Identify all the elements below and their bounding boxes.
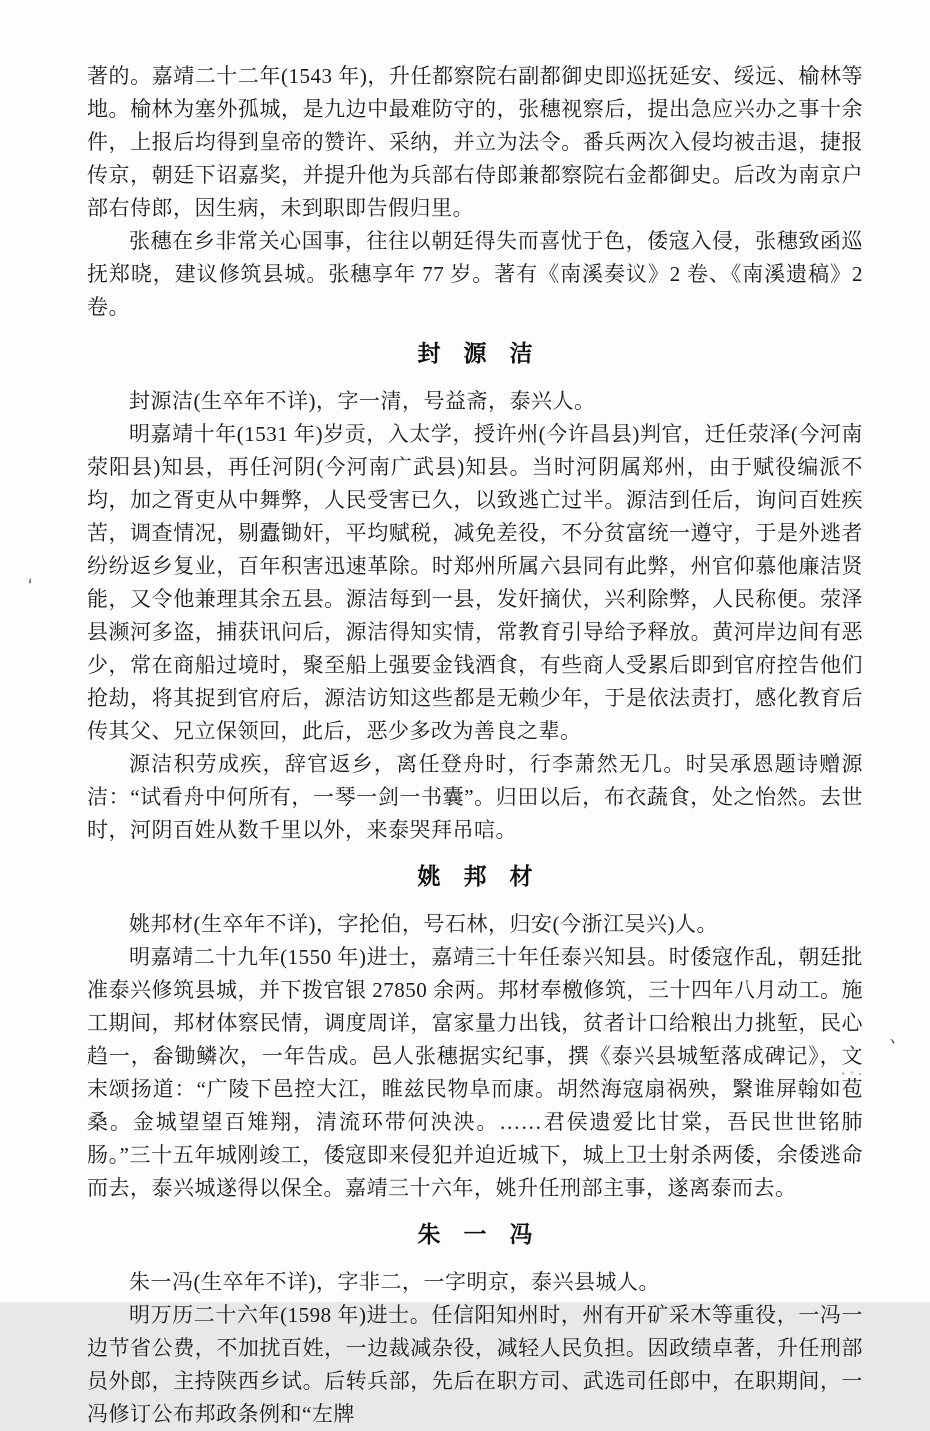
paragraph-yao-bangcai-intro: 姚邦材(生卒年不详)，字抡伯，号石林，归安(今浙江吴兴)人。 [129,912,718,936]
paragraph-feng-yuanjie-intro: 封源洁(生卒年不详)，字一清，号益斋，泰兴人。 [129,389,596,413]
paragraph-feng-yuanjie-career: 明嘉靖十年(1531 年)岁贡，入太学，授许州(今许昌县)判官，迁任荥泽(今河南荥阳县)知县，再任河阴(今河南广武县)知县。当时河阴属郑州，由于赋役编派不均，加之胥吏从中舞弊，人民受害已久，以致逃亡过半。源洁到任后，询问百姓疾苦，调查情况，剔蠹锄奸，平均赋税，减免差役，不分贫富统一遵守，于是外逃者纷纷返乡复业，百年积害迅速革除。时郑州所属六县同有此弊，州官仰慕他廉洁贤能，又令他兼理其余五县。源洁每到一县，发奸摘伏，兴利除弊，人民称便。荥泽县濒河多盗，捕获讯问后，源洁得知实情，常教育引导给予释放。黄河岸边间有恶少，常在商船过境时，聚至船上强要金钱酒食，有些商人受累后即到官府控告他们抢劫，将其捉到官府后，源洁访知这些都是无赖少年，于是依法责打，感化教育后传其父、兄立保领回，此后，恶少多改为善良之辈。 [87,422,863,743]
paragraph-feng-yuanjie-retirement: 源洁积劳成疾，辞官返乡，离任登舟时，行李萧然无几。时吴承恩题诗赠源洁：“试看舟中何所有，一琴一剑一书囊”。归田以后，布衣蔬食，处之怡然。去世时，河阴百姓从数千里以外，来泰哭拜吊唁。 [87,752,863,842]
scan-artifact-left-tick: ⸲ [23,564,33,586]
paragraph-zhang-sui-retirement: 张穗在乡非常关心国事，往往以朝廷得失而喜忧于色，倭寇入侵，张穗致函巡抚郑晓，建议修筑县城。张穗享年 77 岁。著有《南溪奏议》2 卷、《南溪遗稿》2 卷。 [87,229,863,319]
paragraph-zhu-yifeng-intro: 朱一冯(生卒年不详)，字非二，一字明京，泰兴县城人。 [129,1270,660,1294]
text-column [87,60,863,1431]
section-heading-yao-bangcai: 姚 邦 材 [417,863,533,889]
scan-speck-cluster [838,1071,864,1076]
section-heading-zhu-yifeng: 朱 一 冯 [417,1221,533,1247]
paragraph-yao-bangcai-career: 明嘉靖二十九年(1550 年)进士，嘉靖三十年任泰兴知县。时倭寇作乱，朝廷批准泰兴修筑县城，并下拨官银 27850 余两。邦材奉檄修筑，三十四年八月动工。施工期间，邦材体察民情，调度周详，富家量力出钱，贫者计口给粮出力挑堑，民心趋一，畚锄鳞次，一年告成。邑人张穗据实纪事，撰《泰兴县城堑落成碑记》，文末颂扬道：“广陵下邑控大江，睢兹民物阜而康。胡然海寇扇祸殃，繄谁屏翰如苞桑。金城望望百雉翔，清流环带何泱泱。……君侯遗爱比甘棠，吾民世世铭肺肠。”三十五年城刚竣工，倭寇即来侵犯并迫近城下，城上卫士射杀两倭，余倭逃命而去，泰兴城遂得以保全。嘉靖三十六年，姚升任刑部主事，遂离泰而去。 [87,945,863,1200]
scan-artifact-stray-mark: 、 [888,1025,910,1049]
paragraph-zhang-sui-career: 著的。嘉靖二十二年(1543 年)，升任都察院右副都御史即巡抚延安、绥远、榆林等地。榆林为塞外孤城，是九边中最难防守的，张穗视察后，提出急应兴办之事十余件，上报后均得到皇帝的赞许、采纳，并立为法令。番兵两次入侵均被击退，捷报传京，朝廷下诏嘉奖，并提升他为兵部右侍郎兼都察院右金都御史。后改为南京户部右侍郎，因生病，未到职即告假归里。 [87,64,863,220]
section-heading-feng-yuanjie: 封 源 洁 [417,340,533,366]
paragraph-zhu-yifeng-career: 明万历二十六年(1598 年)进士。任信阳知州时，州有开矿采木等重役，一冯一边节省公费，不加扰百姓，一边裁减杂役，减轻人民负担。因政绩卓著，升任刑部员外郎，主持陕西乡试。后转兵部，先后在职方司、武选司任郎中，在职期间，一冯修订公布邦政条例和“左牌 [87,1303,863,1426]
